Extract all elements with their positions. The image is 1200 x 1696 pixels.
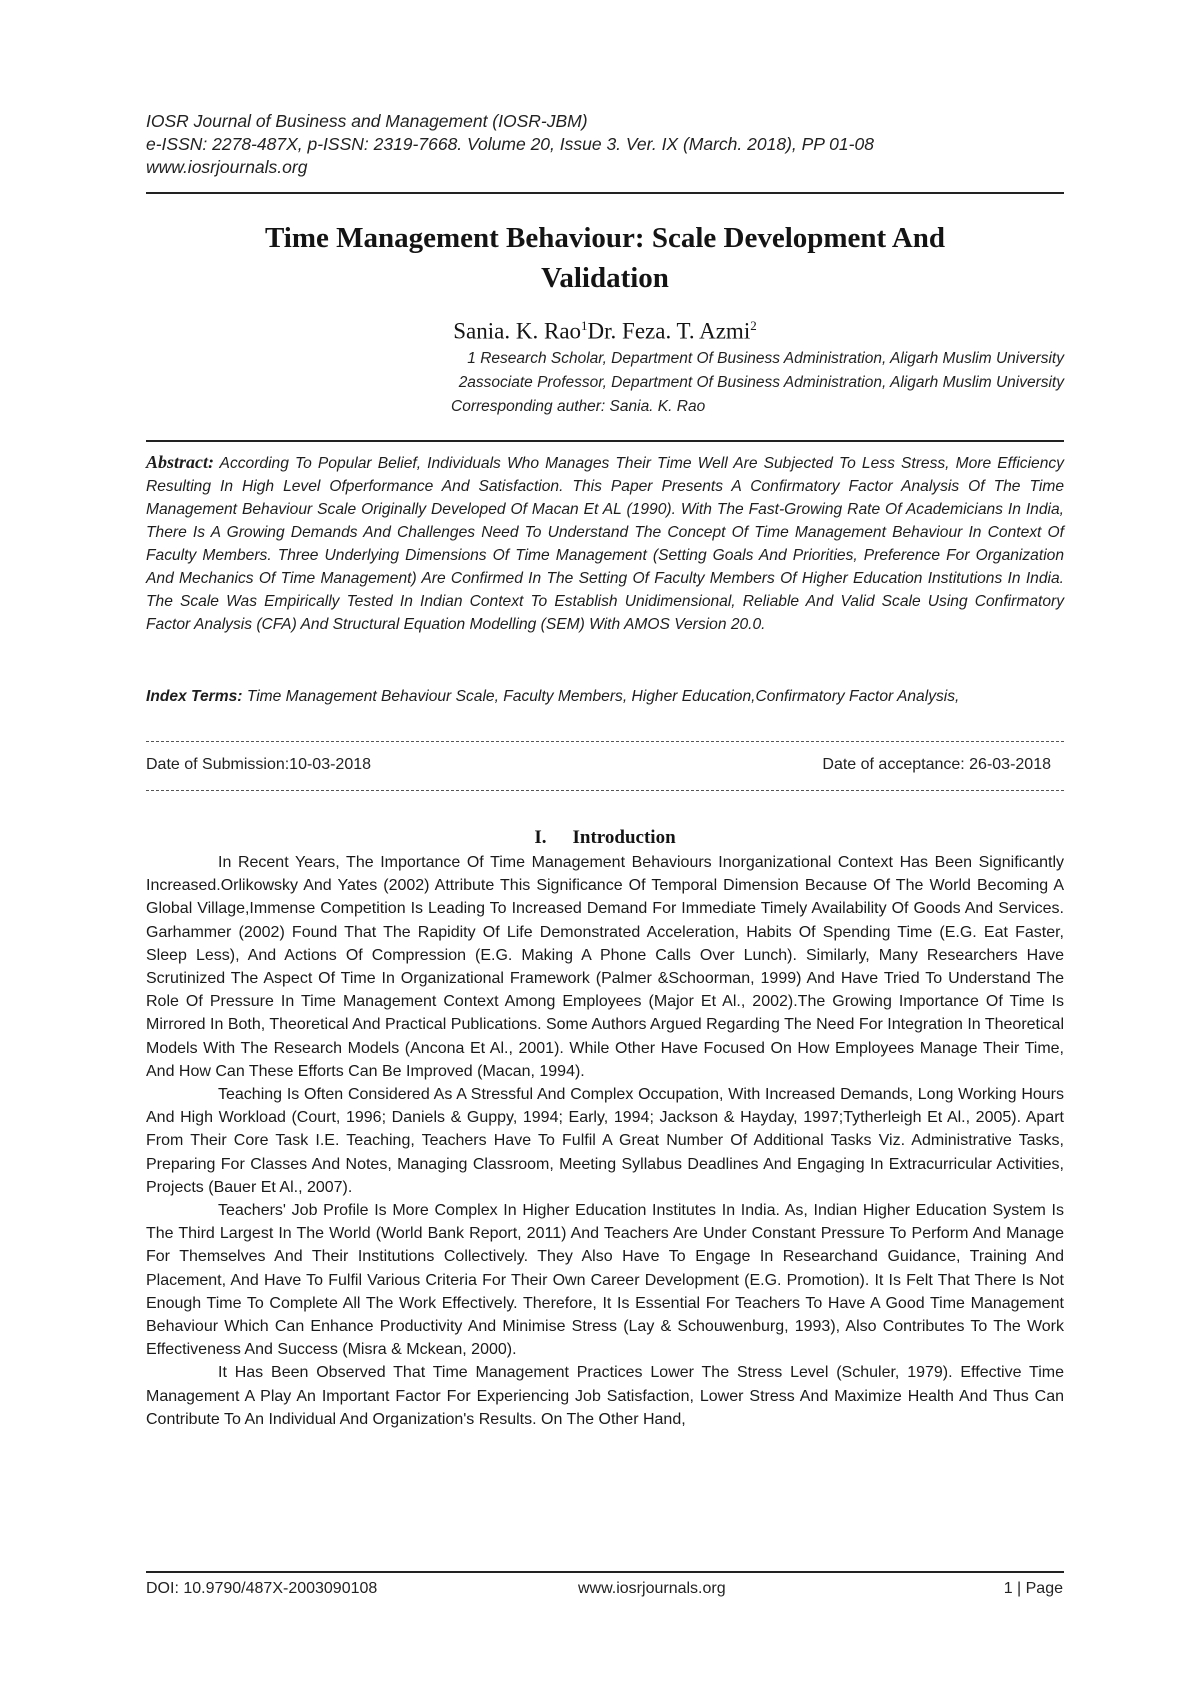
author-1: Sania. K. Rao xyxy=(453,318,582,344)
dates-bottom-divider xyxy=(146,790,1064,791)
section-title: Introduction xyxy=(572,827,676,848)
dates-row xyxy=(146,754,1051,776)
author-1-sup: 1 xyxy=(581,318,588,333)
header-divider xyxy=(146,192,1064,194)
footer-website-link[interactable]: www.iosrjournals.org xyxy=(578,1580,726,1597)
paragraph-1: In Recent Years, The Importance Of Time Management Behaviours Inorganizational Context Has Been Significantly Increased.Orlikowsky And Yates (2002) Attribute This Significance Of Temporal Dimension Because Of The World Becoming A Global Village,Immense Competition Is Leading To Increased Demand For Immediate Timely Availability Of Goods And Services. Garhammer (2002) Found That The Rapidity Of Life Demonstrated Acceleration, Habits Of Spending Time (E.G. Eat Faster, Sleep Less), And Actions Of Compression (E.G. Making A Phone Calls Over Lunch). Similarly, Many Researchers Have Scrutinized The Aspect Of Time In Organizational Framework (Palmer &Schoorman, 1999) And Have Tried To Understand The Role Of Pressure In Time Management Context Among Employees (Major Et Al., 2002).The Growing Importance Of Time Is Mirrored In Both, Theoretical And Practical Publications. Some Authors Argued Regarding The Need For Integration In Theoretical Models With The Research Models (Ancona Et Al., 2001). While Other Have Focused On How Employees Manage Their Time, And How Can These Efforts Can Be Improved (Macan, 1994). xyxy=(146,854,1064,1080)
abstract-label: Abstract: xyxy=(146,452,215,472)
affiliation-1: 1 Research Scholar, Department Of Business Administration, Aligarh Muslim University xyxy=(467,350,1064,367)
title-line-2: Validation xyxy=(541,262,669,294)
journal-website-link[interactable]: www.iosrjournals.org xyxy=(146,157,308,177)
introduction-body xyxy=(146,851,1064,1431)
journal-header xyxy=(146,110,1063,179)
paragraph-2: Teaching Is Often Considered As A Stressful And Complex Occupation, With Increased Demands, Long Working Hours And High Workload (Court, 1996; Daniels & Guppy, 1994; Early, 1994; Jackson & Hayday, 1997;Tytherleigh Et Al., 2005). Apart From Their Core Task I.E. Teaching, Teachers Have To Fulfil A Great Number Of Additional Tasks Viz. Administrative Tasks, Preparing For Classes And Notes, Managing Classroom, Meeting Syllabus Deadlines And Engaging In Extracurricular Activities, Projects (Bauer Et Al., 2007). xyxy=(146,1086,1064,1196)
issn-line: e-ISSN: 2278-487X, p-ISSN: 2319-7668. Volume 20, Issue 3. Ver. IX (March. 2018), PP 01-08 xyxy=(146,134,874,154)
submission-date: Date of Submission:10-03-2018 xyxy=(146,756,372,773)
doi: DOI: 10.9790/487X-2003090108 xyxy=(146,1580,378,1597)
corresponding-author: Corresponding auther: Sania. K. Rao xyxy=(451,398,706,415)
affiliation-2: 2associate Professor, Department Of Business Administration, Aligarh Muslim University xyxy=(458,374,1064,391)
paper-title xyxy=(146,218,1064,298)
dates-top-divider xyxy=(146,741,1064,742)
section-heading xyxy=(146,826,1064,850)
section-number: I. xyxy=(534,827,547,848)
paragraph-4: It Has Been Observed That Time Management Practices Lower The Stress Level (Schuler, 1979). Effective Time Management A Play An Important Factor For Experiencing Job Satisfaction, Lower Stress And Maximize Health And Thus Can Contribute To An Individual And Organization's Results. On The Other Hand, xyxy=(146,1364,1064,1428)
author-2: Dr. Feza. T. Azmi xyxy=(587,318,751,344)
title-line-1: Time Management Behaviour: Scale Development And xyxy=(264,222,946,254)
abstract xyxy=(146,451,1064,636)
paragraph-3: Teachers' Job Profile Is More Complex In Higher Education Institutes In India. As, Indian Higher Education System Is The Third Largest In The World (World Bank Report, 2011) And Teachers Are Under Constant Pressure To Perform And Manage For Themselves And Their Institutions Collectively. They Also Have To Engage In Researchand Guidance, Training And Placement, And Have To Fulfil Various Criteria For Their Own Career Development (E.G. Promotion). It Is Felt That There Is Not Enough Time To Complete All The Work Effectively. Therefore, It Is Essential For Teachers To Have A Good Time Management Behaviour Which Can Enhance Productivity And Minimise Stress (Lay & Schouwenburg, 1993), Also Contributes To The Work Effectiveness And Success (Misra & Mckean, 2000). xyxy=(146,1202,1064,1359)
journal-name: IOSR Journal of Business and Management (IOSR-JBM) xyxy=(146,111,588,131)
index-terms-label: Index Terms: xyxy=(146,688,243,705)
acceptance-date: Date of acceptance: 26-03-2018 xyxy=(822,756,1051,773)
abstract-divider xyxy=(146,440,1064,442)
author-2-sup: 2 xyxy=(750,318,757,333)
index-terms xyxy=(146,685,1064,708)
author-line xyxy=(146,312,1064,346)
index-terms-text: Time Management Behaviour Scale, Faculty Members, Higher Education,Confirmatory Factor Analysis, xyxy=(246,688,960,705)
abstract-text: According To Popular Belief, Individuals Who Manages Their Time Well Are Subjected To Less Stress, More Efficiency Resulting In High Level Ofperformance And Satisfaction. This Paper Presents A Confirmatory Factor Analysis Of The Time Management Behaviour Scale Originally Developed Of Macan Et AL (1990). With The Fast-Growing Rate Of Academicians In India, There Is A Growing Demands And Challenges Need To Understand The Concept Of Time Management Behaviour In Context Of Faculty Members. Three Underlying Dimensions Of Time Management (Setting Goals And Priorities, Preference For Organization And Mechanics Of Time Management) Are Confirmed In The Setting Of Faculty Members Of Higher Education Institutions In India. The Scale Was Empirically Tested In Indian Context To Establish Unidimensional, Reliable And Valid Scale Using Confirmatory Factor Analysis (CFA) And Structural Equation Modelling (SEM) With AMOS Version 20.0. xyxy=(146,455,1064,633)
page-number: 1 | Page xyxy=(1003,1580,1063,1597)
footer-divider xyxy=(146,1571,1064,1573)
